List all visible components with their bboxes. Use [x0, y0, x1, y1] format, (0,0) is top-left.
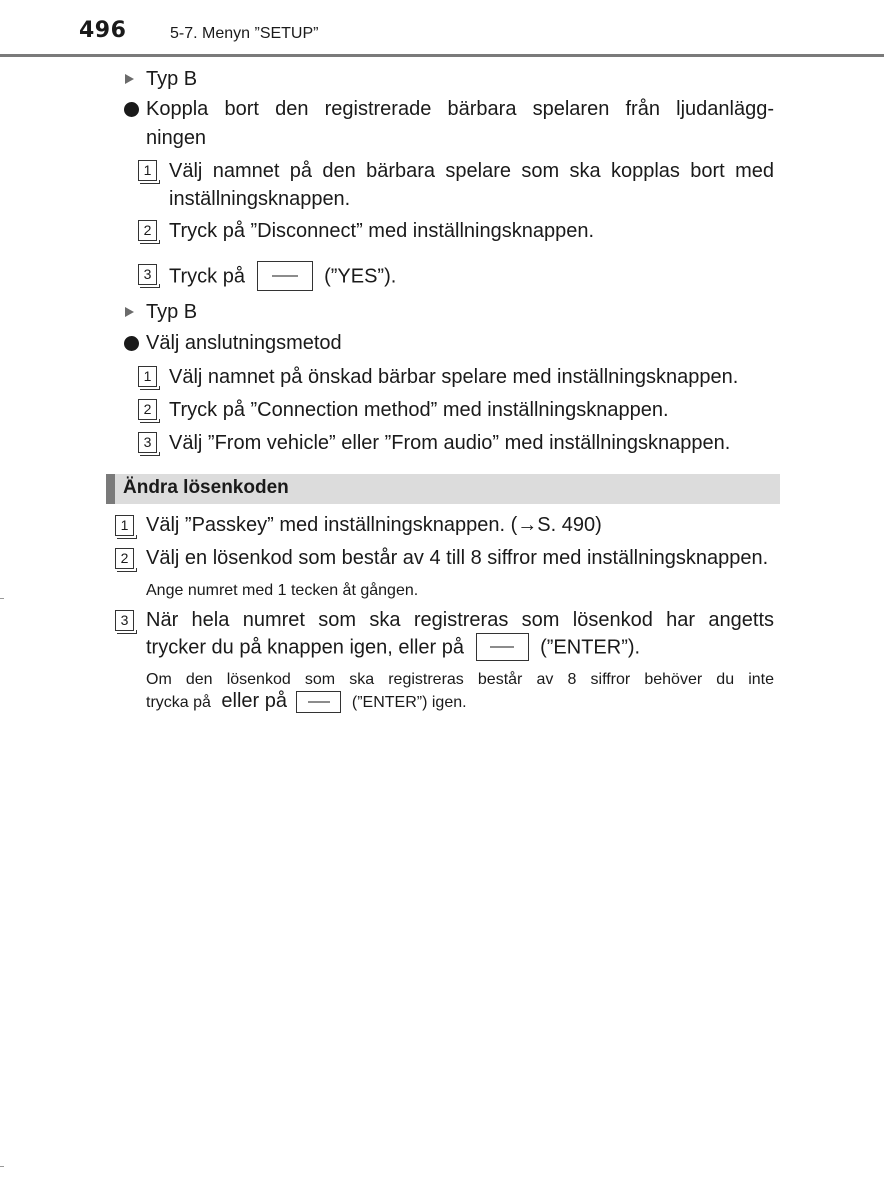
- step-number: 2: [138, 220, 157, 241]
- step-text-post: (”YES”).: [324, 265, 397, 288]
- step-text: Välj namnet på önskad bärbar spelare med inställningsknappen.: [169, 366, 739, 388]
- step-text: Välj ”From vehicle” eller ”From audio” med inställningsknappen.: [169, 432, 731, 454]
- note-text-post: (”ENTER”) igen.: [351, 694, 467, 711]
- header-divider: [0, 54, 884, 57]
- bullet-text-cont: ningen: [146, 127, 207, 149]
- step-text-yes: [169, 262, 396, 292]
- note-text-mid: eller på: [221, 690, 287, 712]
- step-text: Välj namnet på den bärbara spelare som ska kopplas bort med: [169, 160, 774, 182]
- step-text: Tryck på ”Connection method” med inställningsknappen.: [169, 399, 669, 421]
- section-title: Ändra lösenkoden: [123, 477, 289, 498]
- step-note-cont: [146, 690, 467, 714]
- margin-tick: [0, 1166, 4, 1167]
- step-number: 3: [138, 264, 157, 285]
- step-text-cont: inställningsknappen.: [169, 188, 351, 210]
- step-text: När hela numret som ska registreras som lösenkod har angetts: [146, 609, 774, 631]
- step-number: 1: [138, 366, 157, 387]
- key-button-icon: [476, 633, 529, 661]
- triangle-marker-icon: [125, 74, 134, 84]
- step-text-pre: trycker du på knappen igen, eller på: [146, 636, 464, 659]
- key-button-icon: [257, 261, 313, 291]
- subhead-type-b: Typ B: [146, 301, 198, 323]
- step-text-enter: [146, 634, 640, 662]
- step-note: Ange numret med 1 tecken åt gången.: [146, 582, 419, 599]
- step-text: Tryck på ”Disconnect” med inställningsknappen.: [169, 220, 595, 242]
- triangle-marker-icon: [125, 307, 134, 317]
- bullet-text: Välj anslutningsmetod: [146, 332, 342, 354]
- page-number: 496: [79, 18, 127, 43]
- step-text: Välj en lösenkod som består av 4 till 8 siffror med inställningsknappen.: [146, 547, 769, 569]
- step-number: 2: [115, 548, 134, 569]
- step-number: 1: [115, 515, 134, 536]
- step-text-pre: Tryck på: [169, 265, 245, 288]
- margin-tick: [0, 598, 4, 599]
- section-reference: 5-7. Menyn ”SETUP”: [170, 25, 319, 42]
- page-header: [0, 0, 884, 58]
- step-text: Välj ”Passkey” med inställningsknappen. (→S. 490): [146, 514, 602, 536]
- note-text-pre: trycka på: [146, 694, 211, 711]
- section-heading-bar: [106, 474, 780, 504]
- step-number: 3: [115, 610, 134, 631]
- subhead-type-b: Typ B: [146, 68, 198, 90]
- step-number: 2: [138, 399, 157, 420]
- bullet-icon: [124, 102, 139, 117]
- step-number: 3: [138, 432, 157, 453]
- step-note: Om den lösenkod som ska registreras består av 8 siffror behöver du inte: [146, 671, 774, 688]
- bullet-icon: [124, 336, 139, 351]
- step-text-post: (”ENTER”).: [540, 636, 641, 659]
- bullet-text: Koppla bort den registrerade bärbara spelaren från ljudanlägg-: [146, 98, 774, 120]
- step-number: 1: [138, 160, 157, 181]
- key-button-icon: [296, 691, 341, 713]
